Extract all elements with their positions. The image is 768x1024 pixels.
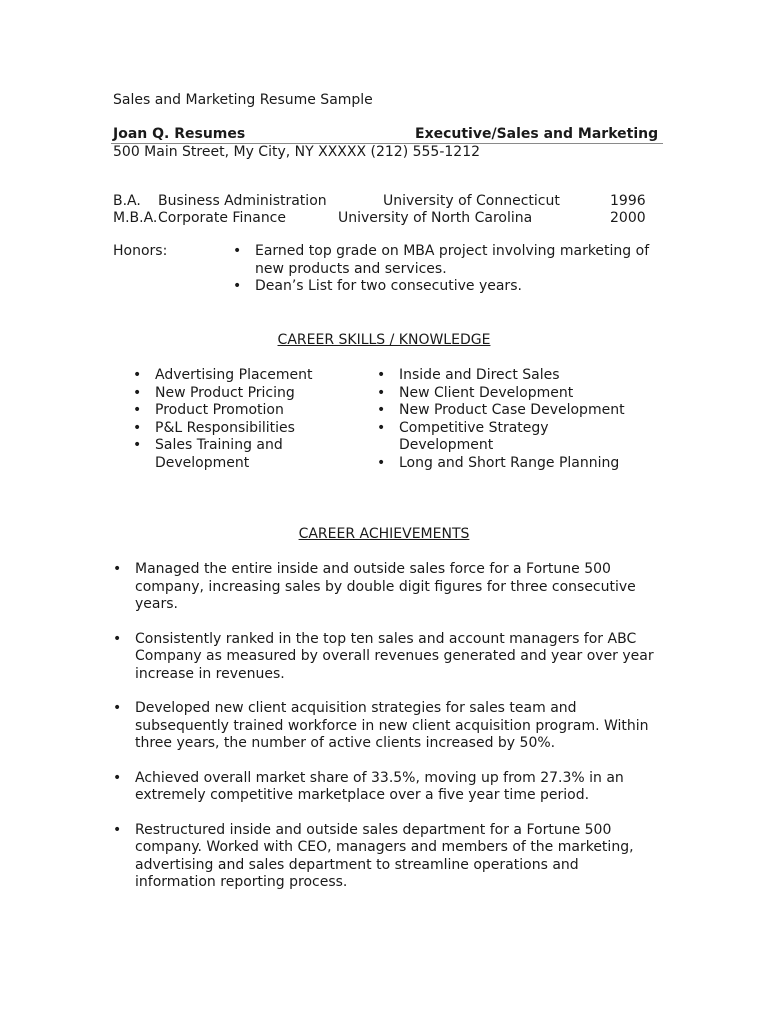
list-item: • Long and Short Range Planning [377, 454, 620, 471]
education-degree: B.A. [113, 193, 141, 209]
list-item: • Restructured inside and outside sales department for a Fortune 500 company. Worked with CEO, managers and members of the marketing, advertising and sales department to streamline operations and information reporting process. [113, 821, 634, 890]
bullet-icon: • [133, 384, 142, 401]
list-item: • Advertising Placement [133, 367, 313, 383]
list-item: • Consistently ranked in the top ten sales and account managers for ABC Company as measured by overall revenues generated and year over year increase in revenues. [113, 630, 654, 682]
list-item: • Managed the entire inside and outside sales force for a Fortune 500 company, increasing sales by double digit figures for three consecutive years. [113, 561, 636, 612]
document-title: Sales and Marketing Resume Sample [113, 92, 373, 108]
candidate-name: Joan Q. Resumes [113, 126, 246, 142]
list-item: • Earned top grade on MBA project involving marketing of new products and services. [233, 243, 650, 277]
bullet-icon: • [377, 419, 386, 436]
education-field: Corporate Finance [158, 210, 286, 226]
skills-list-right [377, 367, 639, 472]
skills-heading: CAREER SKILLS / KNOWLEDGE [277, 332, 491, 348]
list-item: • New Product Pricing [133, 384, 295, 401]
education-school: University of Connecticut [383, 193, 560, 209]
list-item: • New Product Case Development [377, 402, 625, 418]
education-field: Business Administration [158, 193, 327, 209]
bullet-icon: • [133, 402, 142, 418]
bullet-icon: • [377, 402, 386, 418]
honors-list [233, 243, 655, 296]
list-item: • Dean’s List for two consecutive years. [233, 278, 522, 294]
education-degree: M.B.A. [113, 210, 158, 226]
list-item: • Developed new client acquisition strategies for sales team and subsequently trained workforce in new client acquisition program. Within three years, the number of active clients increased by 50%. [113, 700, 649, 751]
list-item: • Competitive Strategy Development [377, 419, 549, 453]
bullet-icon: • [113, 769, 122, 786]
bullet-icon: • [113, 821, 122, 838]
achievements-list [113, 561, 655, 909]
education-school: University of North Carolina [338, 210, 533, 226]
bullet-icon: • [377, 384, 386, 401]
list-item: • P&L Responsibilities [133, 419, 295, 436]
achievements-heading: CAREER ACHIEVEMENTS [298, 526, 470, 542]
candidate-role: Executive/Sales and Marketing [415, 126, 659, 142]
bullet-icon: • [377, 367, 386, 383]
contact-address: 500 Main Street, My City, NY XXXXX (212) 555-1212 [113, 144, 481, 160]
bullet-icon: • [113, 700, 122, 716]
honors-label: Honors: [113, 243, 168, 259]
education-year: 1996 [610, 193, 646, 209]
bullet-icon: • [133, 419, 142, 436]
bullet-icon: • [133, 437, 142, 453]
bullet-icon: • [113, 561, 122, 577]
list-item: • Inside and Direct Sales [377, 367, 560, 383]
bullet-icon: • [233, 278, 242, 294]
list-item: • Sales Training and Development [133, 437, 283, 471]
list-item: • Achieved overall market share of 33.5%, moving up from 27.3% in an extremely competitive marketplace over a five year time period. [113, 769, 624, 803]
education-year: 2000 [610, 210, 646, 226]
list-item: • New Client Development [377, 384, 574, 401]
education-row [113, 210, 653, 228]
bullet-icon: • [377, 454, 386, 471]
list-item: • Product Promotion [133, 402, 284, 418]
bullet-icon: • [133, 367, 142, 383]
skills-list-left [133, 367, 355, 472]
bullet-icon: • [233, 243, 242, 259]
education-row [113, 193, 653, 211]
bullet-icon: • [113, 630, 122, 647]
